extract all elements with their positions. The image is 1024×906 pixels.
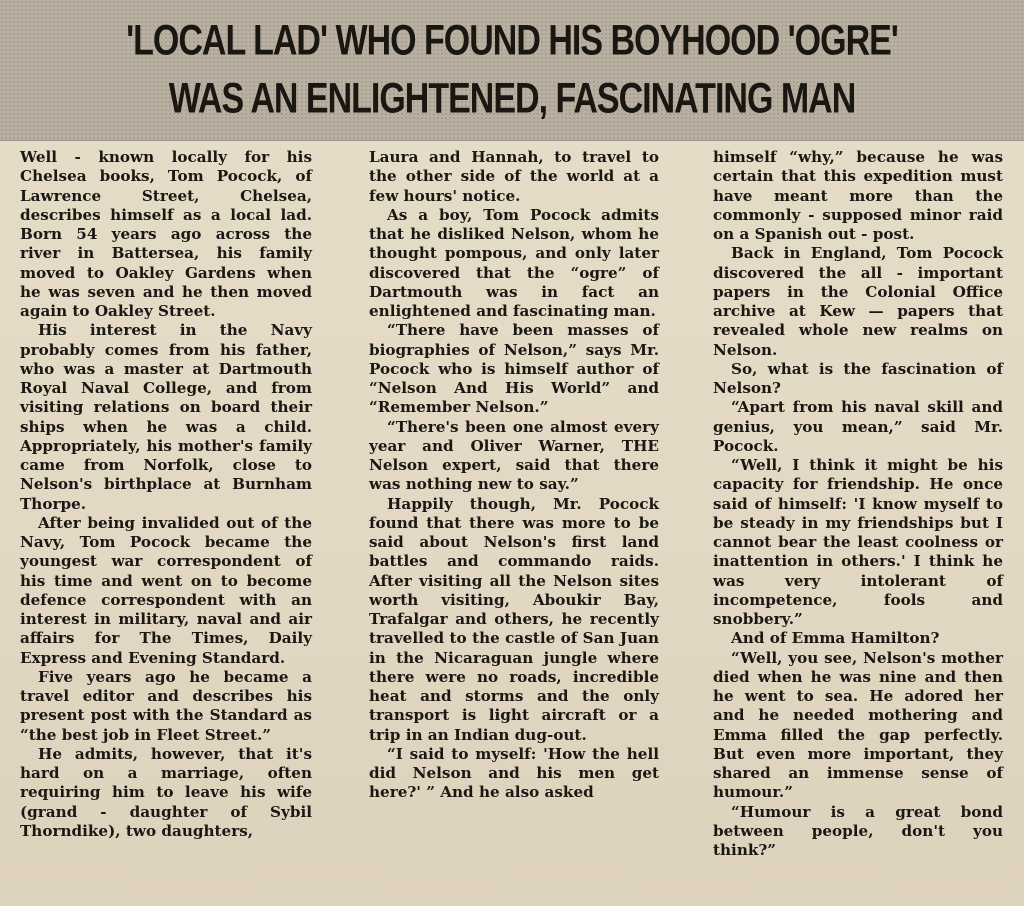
- paragraph: Back in England, Tom Pocock discovered the all - important papers in the Colonial Office archive at Kew — papers that revealed whole new realms on Nelson.: [713, 244, 1003, 359]
- headline-line-2: WAS AN ENLIGHTENED, FASCINATING MAN: [168, 75, 856, 123]
- article-column-2: [369, 148, 659, 803]
- paragraph: himself “why,” because he was certain that this expedition must have meant more than the commonly - supposed minor raid on a Spanish out - post.: [713, 148, 1003, 243]
- paragraph: “Humour is a great bond between people, don't you think?”: [713, 802, 1003, 859]
- paragraph: Laura and Hannah, to travel to the other side of the world at a few hours' notice.: [369, 148, 659, 205]
- paragraph: He admits, however, that it's hard on a marriage, often requiring him to leave his wife (grand - daughter of Sybil Thorndike), two daughters,: [20, 744, 312, 840]
- paragraph: His interest in the Navy probably comes from his father, who was a master at Dartmouth Royal Naval College, and from visiting relations on board their ships when he was a child. Appropriately, his mother's family came from Norfolk, close to Nelson's birthplace at Burnham Thorpe.: [20, 321, 312, 513]
- paragraph: “There's been one almost every year and Oliver Warner, THE Nelson expert, said that there was nothing new to say.”: [369, 417, 659, 494]
- article-column-3: [713, 148, 1003, 860]
- paragraph: After being invalided out of the Navy, Tom Pocock became the youngest war correspondent of his time and went on to become defence correspondent with an interest in military, naval and air affairs for The Times, Daily Express and Evening Standard.: [20, 513, 312, 667]
- paragraph: Happily though, Mr. Pocock found that there was more to be said about Nelson's first land battles and commando raids. After visiting all the Nelson sites worth visiting, Aboukir Bay, Trafalgar and others, he recently travelled to the castle of San Juan in the Nicaraguan jungle where there were no roads, incredible heat and storms and the only transport is light aircraft or a trip in an Indian dug-out.: [369, 494, 659, 744]
- paragraph: And of Emma Hamilton?: [731, 629, 940, 648]
- paragraph: “Apart from his naval skill and genius, you mean,” said Mr. Pocock.: [713, 398, 1003, 455]
- paragraph: So, what is the fascination of Nelson?: [713, 359, 1003, 397]
- paragraph: “There have been masses of biographies of Nelson,” says Mr. Pocock who is himself author of “Nelson And His World” and “Remember Nelson.”: [369, 321, 659, 417]
- paragraph: As a boy, Tom Pocock admits that he disliked Nelson, whom he thought pompous, and only later discovered that the “ogre” of Dartmouth was in fact an enlightened and fascinating man.: [369, 205, 659, 320]
- article-column-1: [20, 148, 312, 841]
- paragraph: Five years ago he became a travel editor and describes his present post with the Standard as “the best job in Fleet Street.”: [20, 667, 312, 744]
- headline-band: [0, 0, 1024, 141]
- headline-line-1: 'LOCAL LAD' WHO FOUND HIS BOYHOOD 'OGRE': [126, 17, 898, 65]
- paragraph: “Well, I think it might be his capacity for friendship. He once said of himself: 'I know myself to be steady in my friendships but I cannot bear the least coolness or inattention in others.' I think he was very intolerant of incompetence, fools and snobbery.”: [713, 456, 1003, 628]
- paragraph: “I said to myself: 'How the hell did Nelson and his men get here?' ” And he also asked: [369, 744, 659, 802]
- paragraph: “Well, you see, Nelson's mother died when he was nine and then he went to sea. He adored her and he needed mothering and Emma filled the gap perfectly. But even more important, they shared an immense sense of humour.”: [713, 648, 1003, 802]
- paragraph: Well - known locally for his Chelsea books, Tom Pocock, of Lawrence Street, Chelsea, describes himself as a local lad. Born 54 years ago across the river in Battersea, his family moved to Oakley Gardens when he was seven and he then moved again to Oakley Street.: [20, 148, 312, 320]
